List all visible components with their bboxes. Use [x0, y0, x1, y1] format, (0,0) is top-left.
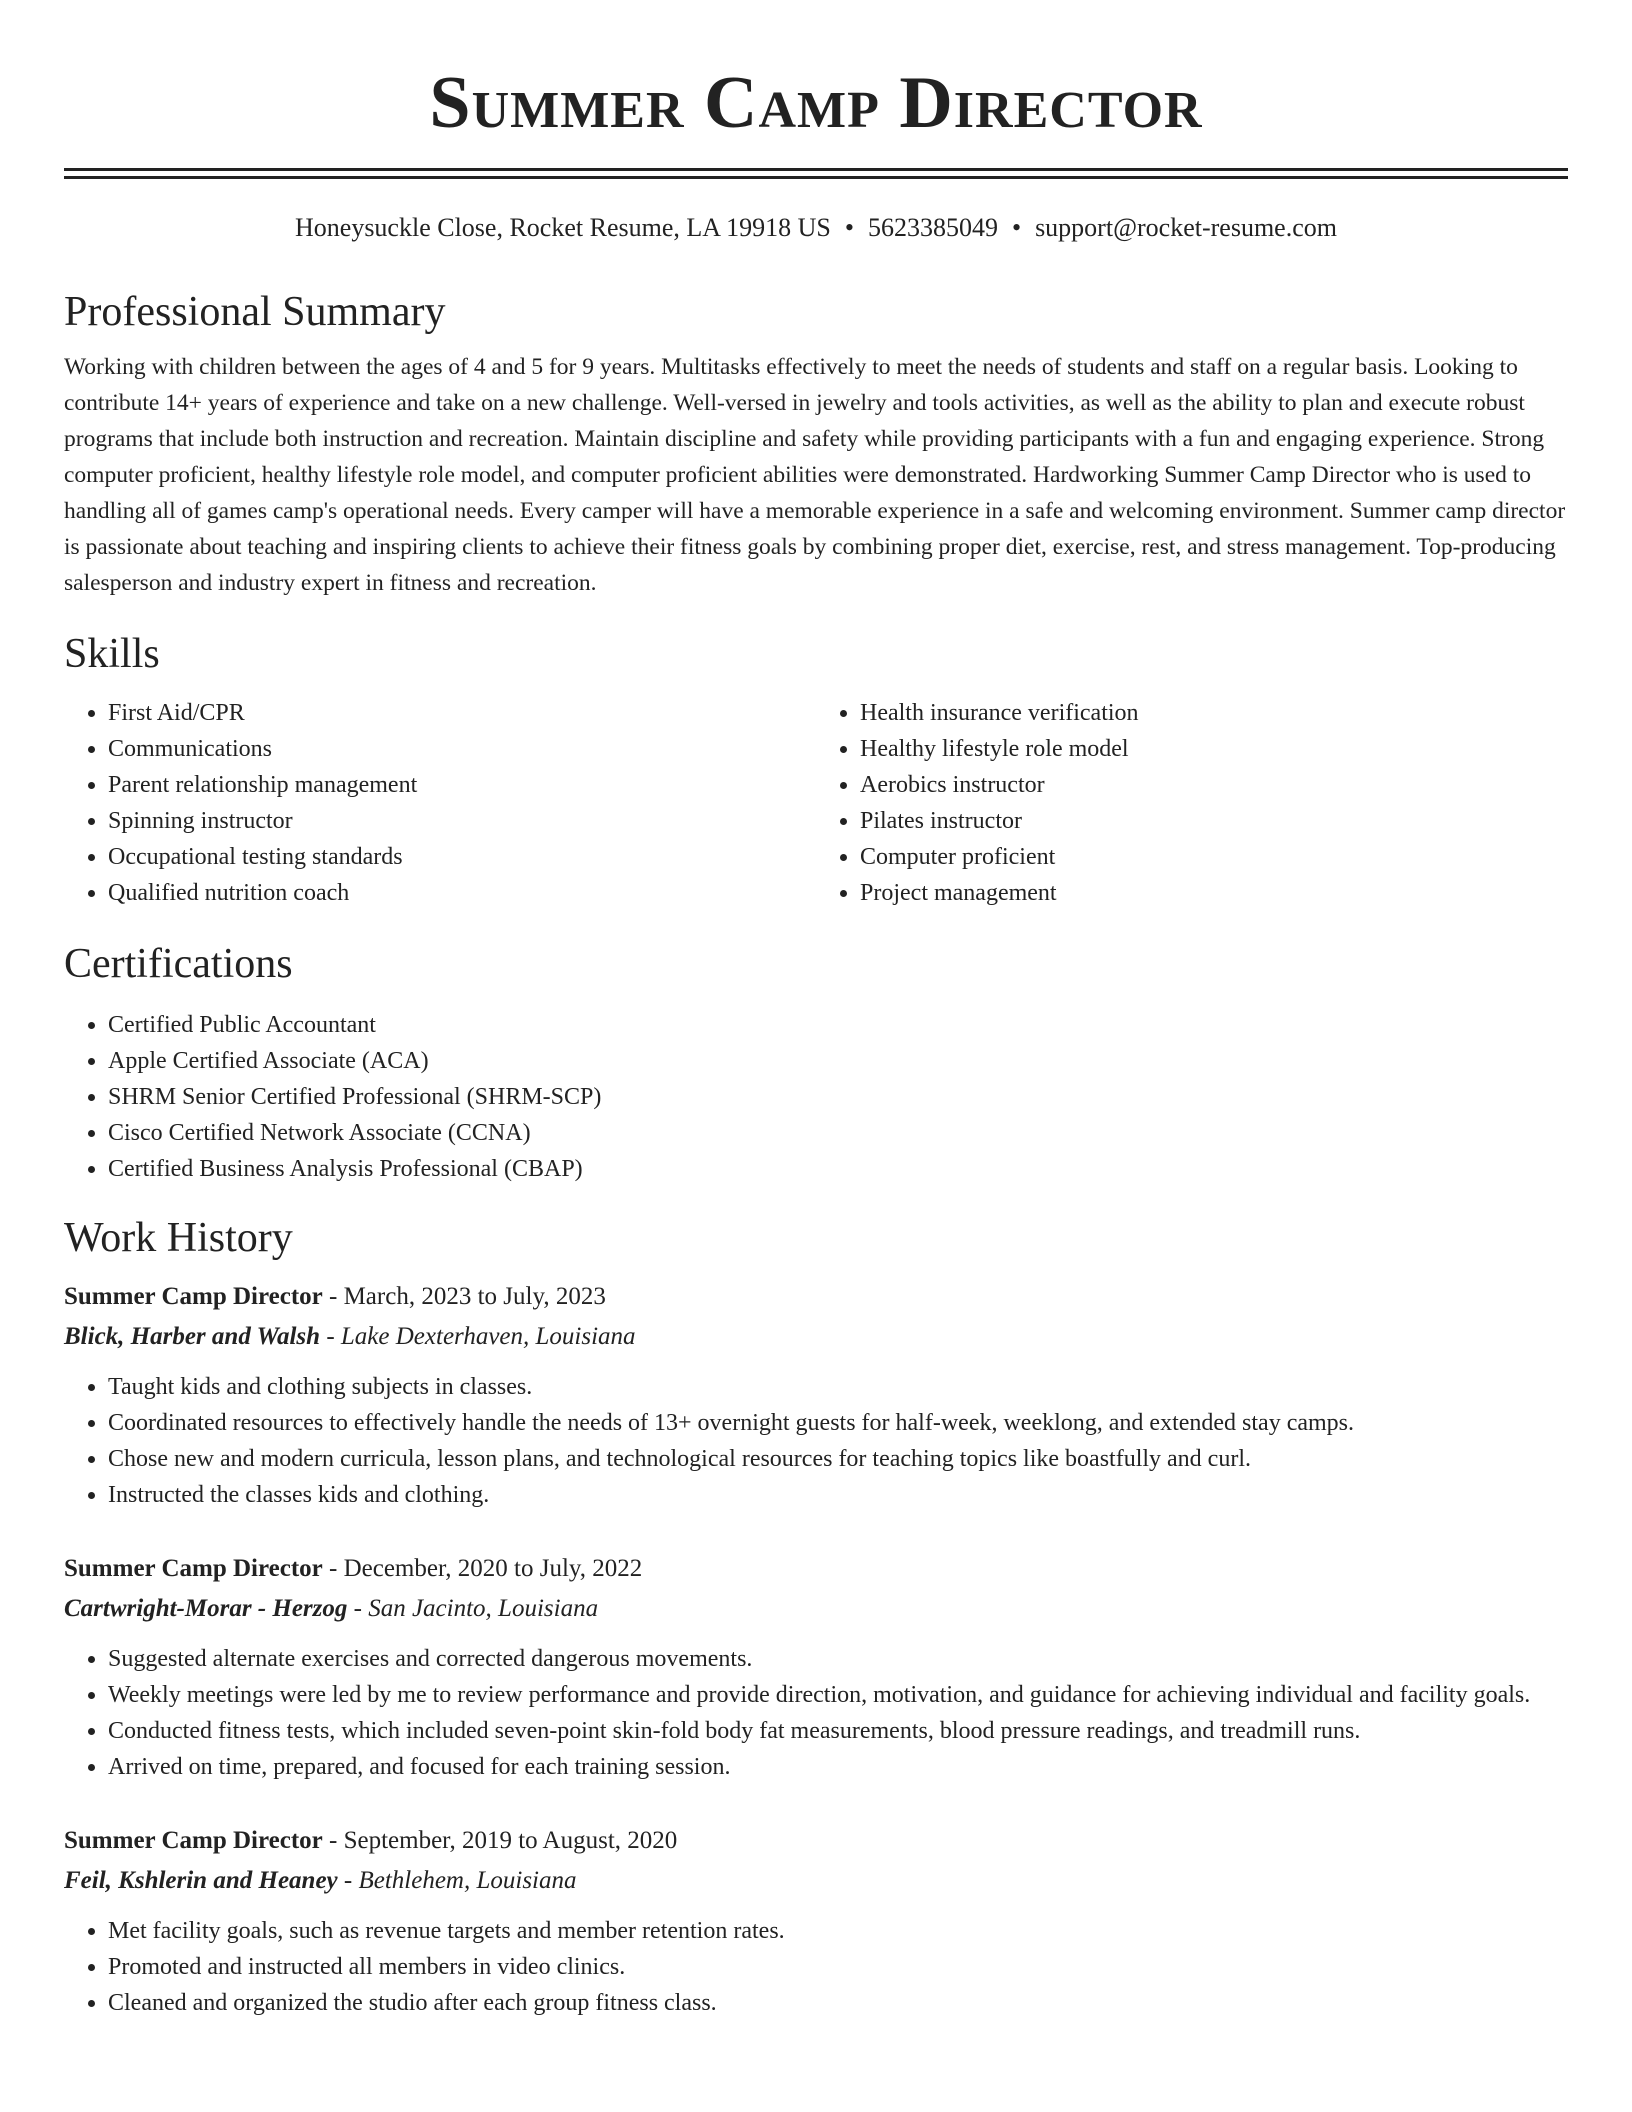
job-title-line — [64, 1821, 1568, 1861]
skill-item: • Qualified nutrition coach — [108, 875, 816, 911]
contact-address: Honeysuckle Close, Rocket Resume, LA 19918 US — [295, 213, 831, 242]
job-bullet: • Met facility goals, such as revenue targets and member retention rates. — [108, 1913, 1568, 1949]
company-line — [64, 1589, 1568, 1629]
certification-item: • Certified Public Accountant — [108, 1007, 1568, 1043]
certification-item: • SHRM Senior Certified Professional (SHRM-SCP) — [108, 1079, 1568, 1115]
skills-list-left — [64, 695, 816, 911]
job-bullet: • Taught kids and clothing subjects in classes. — [108, 1369, 1568, 1405]
skill-item: • Pilates instructor — [860, 803, 1568, 839]
job-title-line — [64, 1549, 1568, 1589]
company-name: Cartwright-Morar - Herzog — [64, 1595, 348, 1622]
skill-item: • First Aid/CPR — [108, 695, 816, 731]
skills-columns — [64, 695, 1568, 911]
company-name: Blick, Harber and Walsh — [64, 1323, 321, 1350]
company-location: - Lake Dexterhaven, Louisiana — [320, 1323, 636, 1350]
skill-item: • Parent relationship management — [108, 767, 816, 803]
resume-title: Summer Camp Director — [429, 62, 1203, 144]
job-entry — [64, 1821, 1568, 2021]
company-line — [64, 1861, 1568, 1901]
section-heading-work-history: Work History — [64, 1215, 293, 1261]
job-title: Summer Camp Director — [64, 1555, 323, 1582]
job-bullets — [64, 1913, 1568, 2021]
skill-item: • Occupational testing standards — [108, 839, 816, 875]
contact-separator: • — [1011, 213, 1022, 242]
certification-item: • Cisco Certified Network Associate (CCNA) — [108, 1115, 1568, 1151]
job-bullet: • Instructed the classes kids and clothing. — [108, 1477, 1568, 1513]
job-entry — [64, 1549, 1568, 1785]
skill-item: • Healthy lifestyle role model — [860, 731, 1568, 767]
job-title: Summer Camp Director — [64, 1283, 323, 1310]
company-location: - San Jacinto, Louisiana — [347, 1595, 599, 1622]
job-dates: - March, 2023 to July, 2023 — [322, 1283, 606, 1310]
job-title-line — [64, 1277, 1568, 1317]
certification-item: • Apple Certified Associate (ACA) — [108, 1043, 1568, 1079]
job-bullets — [64, 1369, 1568, 1513]
job-bullets — [64, 1641, 1568, 1785]
job-bullet: • Cleaned and organized the studio after each group fitness class. — [108, 1985, 1568, 2021]
company-line — [64, 1317, 1568, 1357]
skill-item: • Computer proficient — [860, 839, 1568, 875]
company-name: Feil, Kshlerin and Heaney — [64, 1867, 338, 1894]
skill-item: • Project management — [860, 875, 1568, 911]
skill-item: • Health insurance verification — [860, 695, 1568, 731]
certification-item: • Certified Business Analysis Professional (CBAP) — [108, 1151, 1568, 1187]
summary-text: Working with children between the ages of 4 and 5 for 9 years. Multitasks effectively to meet the needs of students and staff on a regular basis. Looking to contribute 14+ years of experience and take on a new challenge. Well-versed in jewelry and tools activities, as well as the ability to plan and execute robust programs that include both instruction and recreation. Maintain discipline and safety while providing participants with a fun and engaging experience. Strong computer proficient, healthy lifestyle role model, and computer proficient abilities were demonstrated. Hardworking Summer Camp Director who is used to handling all of games camp's operational needs. Every camper will have a memorable experience in a safe and welcoming environment. Summer camp director is passionate about teaching and inspiring clients to achieve their fitness goals by combining proper diet, exercise, rest, and stress management. Top-producing salesperson and industry expert in fitness and recreation. — [64, 354, 1566, 596]
section-heading-skills: Skills — [64, 631, 160, 677]
job-bullet: • Promoted and instructed all members in video clinics. — [108, 1949, 1568, 1985]
contact-phone: 5623385049 — [867, 213, 998, 242]
contact-separator: • — [844, 213, 854, 242]
skill-item: • Spinning instructor — [108, 803, 816, 839]
job-title: Summer Camp Director — [64, 1827, 323, 1854]
job-entry — [64, 1277, 1568, 1513]
company-location: - Bethlehem, Louisiana — [337, 1867, 577, 1894]
job-bullet: • Suggested alternate exercises and corrected dangerous movements. — [108, 1641, 1568, 1677]
job-bullet: • Chose new and modern curricula, lesson plans, and technological resources for teaching topics like boastfully and curl. — [108, 1441, 1568, 1477]
skill-item: • Communications — [108, 731, 816, 767]
section-heading-summary: Professional Summary — [64, 289, 446, 335]
skills-list-right — [816, 695, 1568, 911]
contact-line — [64, 213, 1568, 243]
skill-item: • Aerobics instructor — [860, 767, 1568, 803]
job-bullet: • Conducted fitness tests, which included seven-point skin-fold body fat measurements, blood pressure readings, and treadmill runs. — [108, 1713, 1568, 1749]
job-dates: - December, 2020 to July, 2022 — [322, 1555, 643, 1582]
job-bullet: • Coordinated resources to effectively handle the needs of 13+ overnight guests for half-week, weeklong, and extended stay camps. — [108, 1405, 1568, 1441]
certifications-list — [64, 1007, 1568, 1187]
job-dates: - September, 2019 to August, 2020 — [322, 1827, 678, 1854]
header-divider — [64, 168, 1568, 179]
contact-email: support@rocket-resume.com — [1035, 213, 1337, 242]
job-bullet: • Arrived on time, prepared, and focused for each training session. — [108, 1749, 1568, 1785]
section-heading-certifications: Certifications — [64, 941, 293, 987]
job-bullet: • Weekly meetings were led by me to review performance and provide direction, motivation, and guidance for achieving individual and facility goals. — [108, 1677, 1568, 1713]
